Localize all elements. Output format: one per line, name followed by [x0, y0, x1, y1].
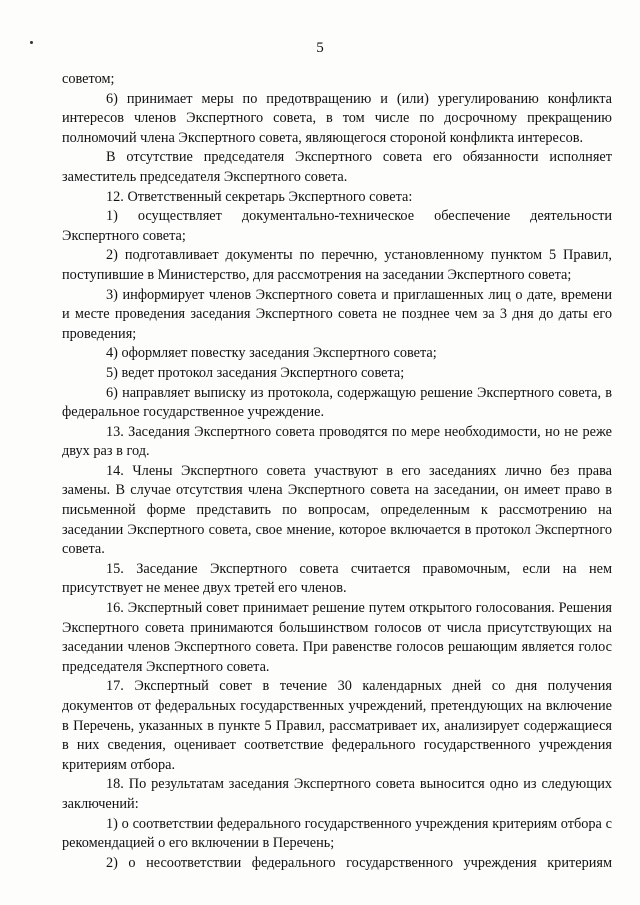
paragraph-item-6-conflict: 6) принимает меры по предотвращению и (или) урегулированию конфликта интересов членов Экспертного совета, в том числе по досрочному прекращению полномочий члена Экспертного совета, являющегося стороной конфликта интересов.	[62, 90, 612, 146]
paragraph-section-14: 14. Члены Экспертного совета участвуют в его заседаниях лично без права замены. В случае отсутствия члена Экспертного совета на заседании, он имеет право в письменной форме представить по вопросам, определенным к рассмотрению на заседании Экспертного совета, свое мнение, которое включается в протокол Экспертного совета.	[62, 462, 612, 558]
paragraph-12-item-5: 5) ведет протокол заседания Экспертного совета;	[106, 364, 405, 381]
paragraph-section-17: 17. Экспертный совет в течение 30 календарных дней со дня получения документов от федеральных государственных учреждений, претендующих на включение в Перечень, указанных в пункте 5 Правил, рассматривает их, анализирует содержащиеся в них сведения, оценивает соответствие федерального государственного учреждения критериям отбора.	[62, 678, 612, 773]
page-number: 5	[316, 40, 324, 56]
paragraph-section-16: 16. Экспертный совет принимает решение путем открытого голосования. Решения Экспертного совета принимаются большинством голосов от числа присутствующих на заседании членов Экспертного совета. При равенстве голосов решающим является голос председателя Экспертного совета.	[62, 600, 612, 675]
paragraph-12-item-3: 3) информирует членов Экспертного совета и приглашенных лиц о дате, времени и месте проведения заседания Экспертного совета не позднее чем за 3 дня до даты его проведения;	[62, 286, 612, 342]
paragraph-section-18: 18. По результатам заседания Экспертного совета выносится одно из следующих заключений:	[62, 776, 612, 812]
document-body	[62, 70, 612, 873]
paragraph-continuation: советом;	[62, 71, 115, 87]
paragraph-section-13: 13. Заседания Экспертного совета проводятся по мере необходимости, но не реже двух раз в год.	[62, 423, 612, 460]
paragraph-section-12: 12. Ответственный секретарь Экспертного совета:	[106, 188, 413, 205]
paragraph-12-item-4: 4) оформляет повестку заседания Экспертного совета;	[106, 345, 437, 362]
paragraph-18-item-1: 1) о соответствии федерального государственного учреждения критериям отбора с рекомендацией о его включении в Перечень;	[62, 815, 612, 852]
paragraph-12-item-1: 1) осуществляет документально-техническое обеспечение деятельности Экспертного совета;	[62, 208, 612, 244]
paragraph-chair-absence: В отсутствие председателя Экспертного совета его обязанности исполняет заместитель председателя Экспертного совета.	[62, 149, 612, 185]
paragraph-12-item-6: 6) направляет выписку из протокола, содержащую решение Экспертного совета, в федеральное государственное учреждение.	[62, 384, 612, 421]
paragraph-section-15: 15. Заседание Экспертного совета считается правомочным, если на нем присутствует не менее двух третей его членов.	[62, 560, 612, 597]
paragraph-12-item-2: 2) подготавливает документы по перечню, установленному пунктом 5 Правил, поступившие в Министерство, для рассмотрения на заседании Экспертного совета;	[62, 247, 612, 283]
paragraph-18-item-2: 2) о несоответствии федерального государственного учреждения критериям	[106, 854, 612, 871]
